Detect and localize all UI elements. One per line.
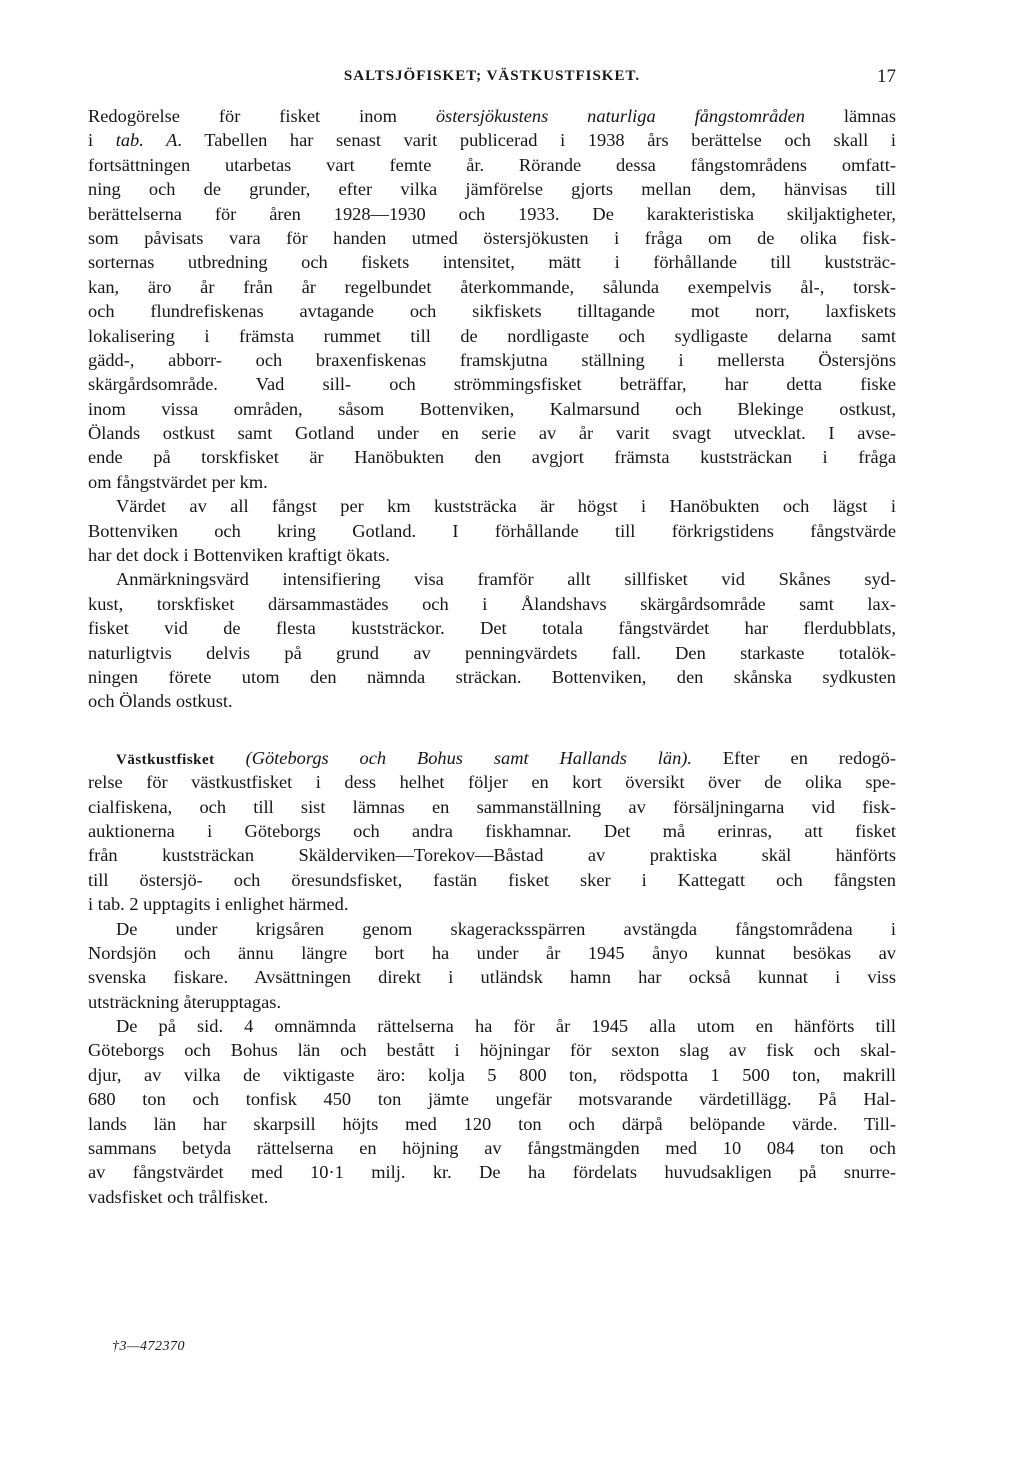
- text-line: har det dock i Bottenviken kraftigt ökats.: [88, 545, 390, 566]
- text-line: inom vissa områden, såsom Bottenviken, Kalmarsund och Blekinge ostkust,: [88, 398, 896, 419]
- table-reference: tab. A: [115, 130, 178, 151]
- text-line: till östersjö- och öresundsfisket, fastän fisket sker i Kattegatt och fångsten: [88, 869, 896, 890]
- text-line: som påvisats vara för handen utmed östersjökusten i fråga om de olika fisk-: [88, 227, 896, 248]
- section-subtitle: (Göteborgs och Bohus samt Hallands län).: [245, 747, 693, 768]
- text-line: av fångstvärdet med 10·1 milj. kr. De ha fördelats huvudsakligen på snurre-: [88, 1162, 896, 1183]
- text-line: berättelserna för åren 1928—1930 och 1933. De karakteristiska skiljaktigheter,: [88, 203, 896, 224]
- text-line: kan, äro år från år regelbundet återkommande, sålunda exempelvis ål-, torsk-: [88, 276, 896, 297]
- text-line: om fångstvärdet per km.: [88, 471, 268, 492]
- text-line: sammans betyda rättelserna en höjning av fångstmängden med 10 084 ton och: [88, 1138, 896, 1159]
- text-line: auktionerna i Göteborgs och andra fiskhamnar. Det må erinras, att fisket: [88, 820, 896, 841]
- text-line: De under krigsåren genom skageracksspärren avstängda fångstområdena i: [116, 918, 896, 939]
- print-mark: †3—472370: [112, 1339, 185, 1354]
- section-gap: [88, 714, 896, 746]
- text-line: Göteborgs och Bohus län och bestått i höjningar för sexton slag av fisk och skal-: [88, 1040, 896, 1061]
- text-line: Redogörelse för fisket inom östersjökustens naturliga fångstområden lämnas: [88, 106, 896, 126]
- text-line: Anmärkningsvärd intensifiering visa framför allt sillfisket vid Skånes syd-: [116, 569, 896, 590]
- text-line: i tab. A. Tabellen har senast varit publicerad i 1938 års berättelse och skall i: [88, 130, 896, 151]
- text-line: De på sid. 4 omnämnda rättelserna ha för år 1945 alla utom en hänförts till: [116, 1016, 896, 1037]
- text-line: skärgårdsområde. Vad sill- och strömmingsfisket beträffar, har detta fiske: [88, 374, 896, 395]
- page-number: 17: [877, 66, 896, 87]
- text-line: relse för västkustfisket i dess helhet följer en kort översikt över de olika spe-: [88, 772, 896, 793]
- text-line: lands län har skarpsill höjts med 120 ton och därpå belöpande värde. Till-: [88, 1113, 896, 1134]
- text-line: ningen förete utom den nämnda sträckan. Bottenviken, den skånska sydkusten: [88, 666, 896, 687]
- text-line: svenska fiskare. Avsättningen direkt i utländsk hamn har också kunnat i viss: [88, 967, 896, 988]
- text-line: vadsfisket och trålfisket.: [88, 1186, 269, 1207]
- text-line: naturligtvis delvis på grund av penningvärdets fall. Den starkaste totalök-: [88, 642, 896, 663]
- text-line: och Ölands ostkust.: [88, 691, 233, 712]
- text-line: Bottenviken och kring Gotland. I förhållande till förkrigstidens fångstvärde: [88, 520, 896, 541]
- text-line: från kuststräckan Skälderviken—Torekov—Båstad av praktiska skäl hänförts: [88, 845, 896, 866]
- text-line: Västkustfisket (Göteborgs och Bohus samt Hallands län). Efter en redogö-: [116, 747, 896, 768]
- italic-phrase: östersjökustens naturliga fångstområden: [435, 106, 805, 126]
- text-line: Ölands ostkust samt Gotland under en serie av år varit svagt utvecklat. I avse-: [88, 423, 896, 444]
- running-head: [88, 66, 896, 90]
- text-line: och flundrefiskenas avtagande och sikfiskets tilltagande mot norr, laxfiskets: [88, 301, 896, 322]
- body-text: [88, 104, 896, 1209]
- text-line: 680 ton och tonfisk 450 ton jämte ungefär motsvarande värdetillägg. På Hal-: [88, 1089, 896, 1110]
- text-line: Värdet av all fångst per km kuststräcka är högst i Hanöbukten och lägst i: [116, 496, 896, 517]
- text-line: lokalisering i främsta rummet till de nordligaste och sydligaste delarna samt: [88, 325, 896, 346]
- text-line: djur, av vilka de viktigaste äro: kolja 5 800 ton, rödspotta 1 500 ton, makrill: [88, 1064, 896, 1085]
- text-line: ende på torskfisket är Hanöbukten den avgjort främsta kuststräckan i fråga: [88, 447, 896, 468]
- text-line: ning och de grunder, efter vilka jämförelse gjorts mellan dem, hänvisas till: [88, 179, 896, 200]
- text-line: fortsättningen utarbetas vart femte år. Rörande dessa fångstområdens omfatt-: [88, 154, 896, 175]
- text-line: kust, torskfisket därsammastädes och i Ålandshavs skärgårdsområde samt lax-: [88, 593, 896, 614]
- text-line: sorternas utbredning och fiskets intensitet, mätt i förhållande till kuststräc-: [88, 252, 896, 273]
- text-line: cialfiskena, och till sist lämnas en sammanställning av försäljningarna vid fisk-: [88, 796, 896, 817]
- text-line: Nordsjön och ännu längre bort ha under år 1945 ånyo kunnat besökas av: [88, 942, 896, 963]
- text-line: utsträckning återupptagas.: [88, 991, 282, 1012]
- text-line: i tab. 2 upptagits i enlighet härmed.: [88, 894, 349, 915]
- text-line: fisket vid de flesta kuststräckor. Det totala fångstvärdet har flerdubblats,: [88, 618, 896, 639]
- running-title: SALTSJÖFISKET; VÄSTKUSTFISKET.: [343, 68, 641, 84]
- section-heading: Västkustfisket: [116, 751, 215, 768]
- text-line: gädd-, abborr- och braxenfiskenas framskjutna ställning i mellersta Östersjöns: [88, 349, 896, 370]
